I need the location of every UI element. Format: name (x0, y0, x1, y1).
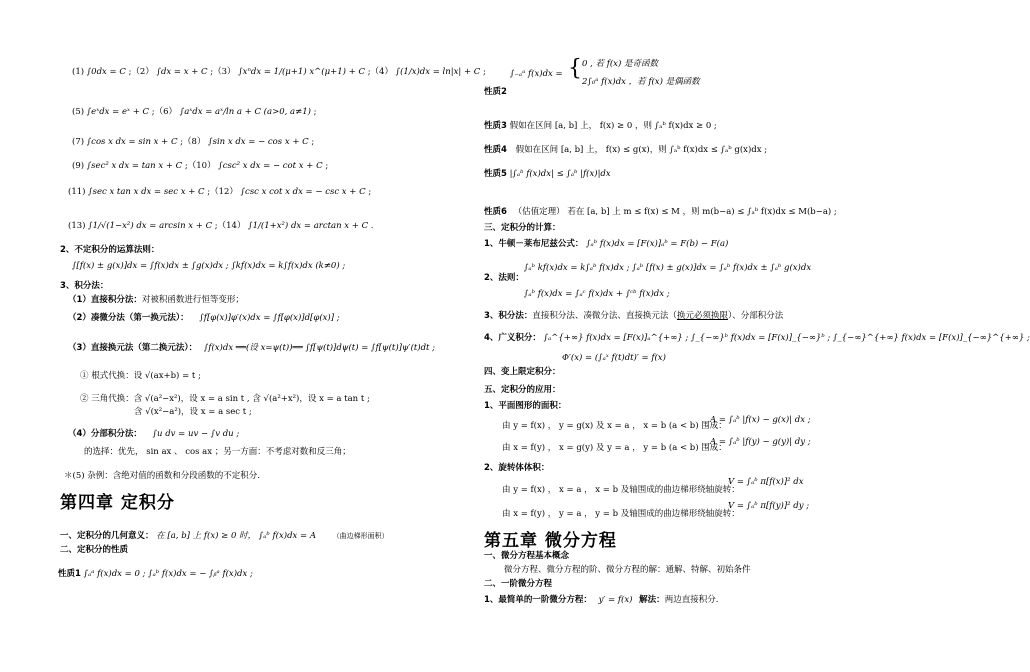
method-2: （2）凑微分法（第一换元法）： ∫f[φ(x)]φ′(x)dx = ∫f[φ(x)]d[φ(x)] ; (68, 313, 340, 323)
area-formula-2: A = ∫ₐᵇ |f(y) − g(y)| dy ; (710, 437, 811, 447)
chapter-4-heading: 第四章 定积分 (60, 493, 175, 513)
chapter-5-heading: 第五章 微分方程 (484, 531, 617, 551)
method-4: （4）分部积分法： ∫u dv = uv − ∫v du ; (68, 429, 240, 439)
property-2-label: 性质2 (484, 87, 507, 97)
property-4: 性质4 假如在区间 [a, b] 上， f(x) ≤ g(x)，则 ∫ₐᵇ f(x)dx ≤ ∫ₐᵇ g(x)dx ; (484, 145, 768, 155)
property-5: 性质5 |∫ₐᵇ f(x)dx| ≤ ∫ₐᵇ |f(x)|dx (484, 169, 611, 179)
formula-row-3: (7) ∫cos x dx = sin x + C ;（8） ∫sin x dx = − cos x + C ; (72, 137, 315, 147)
method-1: （1）直接积分法：对被积函数进行恒等变形； (68, 295, 244, 305)
geometric-meaning: 一、定积分的几何意义： 在 [a, b] 上 f(x) ≥ 0 时， ∫ₐᵇ f(x)dx = A （曲边梯形面积） (60, 531, 389, 541)
property-1: 性质1 ∫ₐᵃ f(x)dx = 0 ; ∫ₐᵇ f(x)dx = − ∫ᵦᵃ f(x)dx ; (58, 569, 253, 579)
root-substitution: ① 根式代换：设 √(ax+b) = t ; (80, 371, 201, 381)
area-title: 1、平面图形的面积： (484, 401, 567, 411)
volume-row-1: 由 y = f(x) ， x = a ， x = b 及轴围成的曲边梯形绕轴旋转： (502, 485, 740, 495)
trig-substitution: ② 三角代换：含 √(a²−x²)，设 x = a sin t , 含 √(a²+x²)，设 x = a tan t ; (80, 394, 370, 404)
calc-methods: 3、积分法：直接积分法、凑微分法、直接换元法（换元必须换限）、分部积分法 (484, 311, 784, 321)
trig-substitution-sec: 含 √(x²−a²)，设 x = a sec t ; (134, 407, 252, 417)
volume-row-2: 由 x = f(y) ， y = a ， y = b 及轴围成的曲边梯形绕轴旋转： (502, 509, 740, 519)
rules-formula-2: ∫ₐᵇ f(x)dx = ∫ₐᶜ f(x)dx + ∫ᶜᵇ f(x)dx ; (524, 289, 670, 299)
property-2-case-odd: 0 , 若 f(x) 是奇函数 (582, 59, 658, 69)
property-6: 性质6 （估值定理） 若在 [a, b] 上 m ≤ f(x) ≤ M ，则 m(b−a) ≤ ∫ₐᵇ f(x)dx ≤ M(b−a) ; (484, 207, 837, 217)
property-3: 性质3 假如在区间 [a, b] 上， f(x) ≥ 0 ，则 ∫ₐᵇ f(x)dx ≥ 0 ; (484, 121, 717, 131)
misc-note: ＊(5) 杂例：含绝对值的函数和分段函数的不定积分. (64, 471, 260, 481)
de-basic-title: 一、微分方程基本概念 (484, 551, 570, 561)
volume-formula-2: V = ∫ₐᵇ π[f(y)]² dy ; (728, 501, 810, 511)
rules-formula-1: ∫ₐᵇ kf(x)dx = k∫ₐᵇ f(x)dx ; ∫ₐᵇ [f(x) ± g(x)]dx = ∫ₐᵇ f(x)dx ± ∫ₐᵇ g(x)dx (524, 263, 812, 273)
volume-title: 2、旋转体体积： (484, 463, 550, 473)
de-basic-text: 微分方程、微分方程的阶、微分方程的解：通解、特解、初始条件 (504, 565, 751, 575)
area-row-2: 由 x = f(y) ， x = g(y) 及 y = a ， y = b (a < b) 围成： (502, 443, 727, 453)
section-title-rules: 2、不定积分的运算法则： (60, 245, 160, 255)
method-4-note: 的选择：优先， sin ax 、 cos ax ；另一方面：不考虑对数和反三角； (84, 447, 351, 457)
section-title-calculation: 三、定积分的计算： (484, 223, 561, 233)
improper-integrals: 4、广义积分： ∫ₐ^{+∞} f(x)dx = [F(x)]ₐ^{+∞} ; ∫_{−∞}ᵇ f(x)dx = [F(x)]_{−∞}ᵇ ; ∫_{−∞}^{+∞} f(x)dx = [F(x)]_{−∞}^{+∞} ; (484, 333, 1030, 343)
formula-row-1: (1) ∫0dx = C ;（2） ∫dx = x + C ;（3） ∫xⁿdx = 1/(μ+1) x^(μ+1) + C ;（4） ∫(1/x)dx = ln|x| + C ; (72, 67, 486, 77)
variable-upper-limit-formula: Φ′(x) = (∫ₐˣ f(t)dt)′ = f(x) (562, 353, 666, 363)
properties-title: 二、定积分的性质 (60, 545, 129, 555)
simplest-de: 1、最简单的一阶微分方程： y′ = f(x) 解法：两边直接积分. (484, 595, 719, 605)
property-2-case-even: 2∫₀ᵃ f(x)dx ，若 f(x) 是偶函数 (582, 77, 700, 87)
first-order-title: 二、一阶微分方程 (484, 579, 553, 589)
volume-formula-1: V = ∫ₐᵇ π[f(x)]² dx (728, 477, 804, 487)
brace-symbol: { (568, 56, 582, 81)
area-row-1: 由 y = f(x) ， y = g(x) 及 x = a ， x = b (a < b) 围成： (502, 421, 727, 431)
rules-label: 2、法则： (484, 273, 524, 283)
formula-row-6: (13) ∫1/√(1−x²) dx = arcsin x + C ;（14） ∫1/(1+x²) dx = arctan x + C . (68, 221, 374, 231)
variable-upper-limit-title: 四、变上限定积分： (484, 367, 561, 377)
section-title-methods: 3、积分法： (60, 281, 109, 291)
formula-row-2: (5) ∫eˣdx = eˣ + C ;（6） ∫aˣdx = aˣ/ln a + C (a>0, a≠1) ; (72, 107, 317, 117)
method-3: （3）直接换元法（第二换元法）： ∫f(x)dx ══(设 x=ψ(t))══ ∫f[ψ(t)]dψ(t) = ∫f[ψ(t)]ψ′(t)dt ; (68, 343, 436, 353)
section-title-applications: 五、定积分的应用： (484, 385, 561, 395)
formula-row-4: (9) ∫sec² x dx = tan x + C ;（10） ∫csc² x dx = − cot x + C ; (72, 161, 329, 171)
rules-formula: ∫[f(x) ± g(x)]dx = ∫f(x)dx ± ∫g(x)dx ; ∫kf(x)dx = k∫f(x)dx (k≠0) ; (72, 261, 346, 271)
formula-row-5: (11) ∫sec x tan x dx = sec x + C ;（12） ∫csc x cot x dx = − csc x + C ; (68, 187, 372, 197)
property-2-lhs: ∫₋ₐᵃ f(x)dx = (510, 69, 563, 79)
newton-leibniz: 1、牛顿－莱布尼兹公式： ∫ₐᵇ f(x)dx = [F(x)]ₐᵇ = F(b) − F(a) (484, 239, 729, 249)
area-formula-1: A = ∫ₐᵇ |f(x) − g(x)| dx ; (710, 415, 811, 425)
